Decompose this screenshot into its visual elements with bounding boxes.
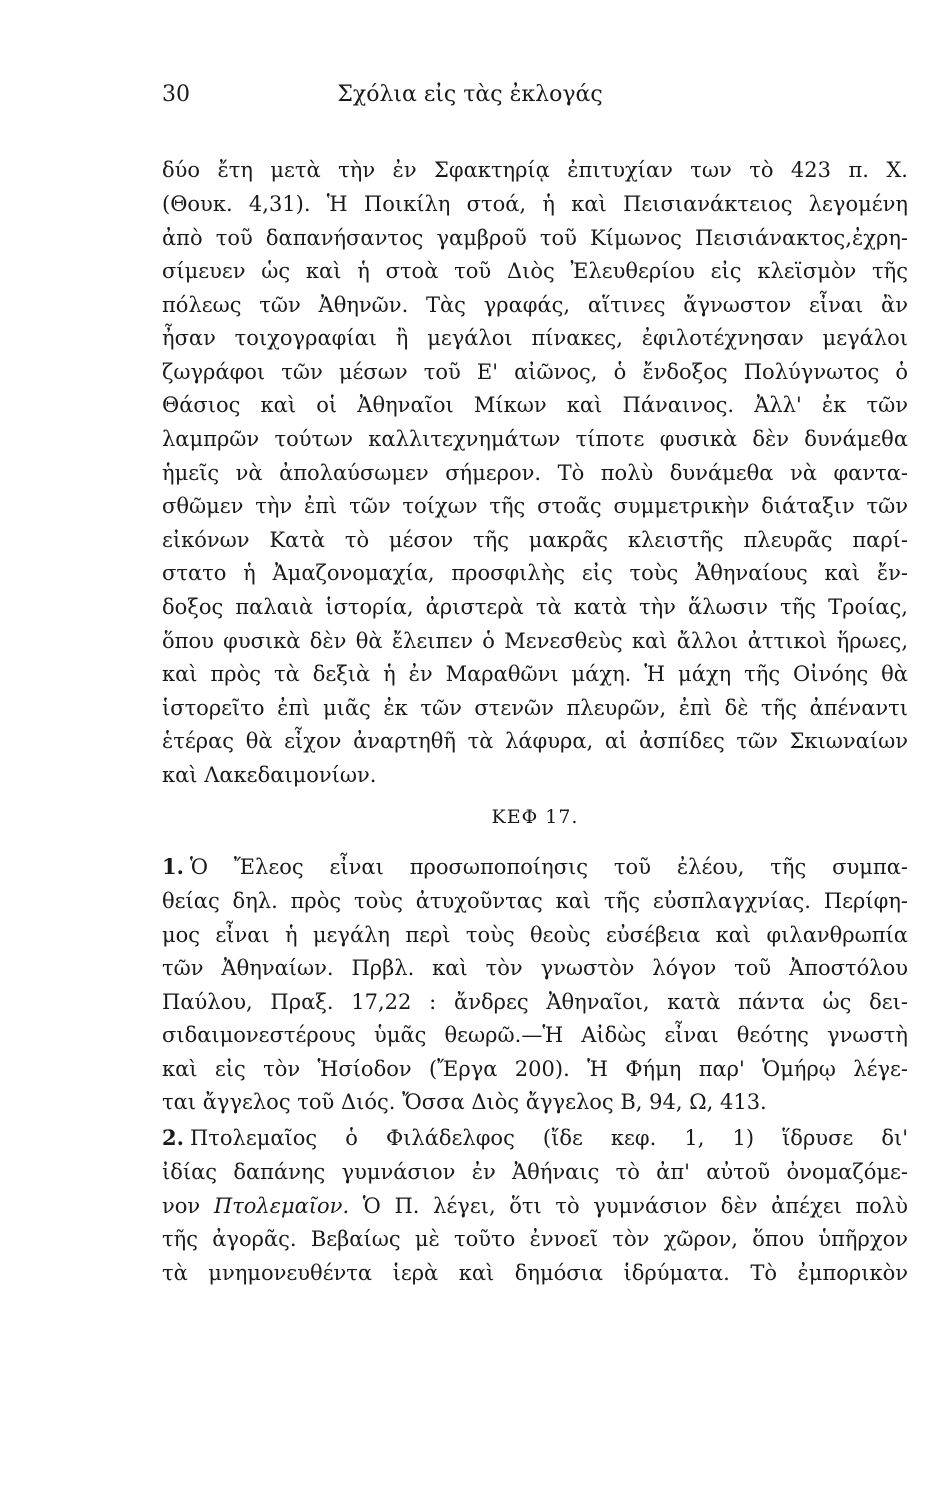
- text-line: εἰκόνων Κατὰ τὸ μέσον τῆς μακρᾶς κλειστῆς πλευρᾶς παρί-: [162, 528, 908, 552]
- text-line: ἱστορεῖτο ἐπὶ μιᾶς ἐκ τῶν στενῶν πλευρῶν, ἐπὶ δὲ τῆς ἀπέναντι: [162, 696, 908, 720]
- note-first-line: [162, 1125, 908, 1151]
- text-line: στατο ἡ Ἀμαζονομαχία, προσφιλὴς εἰς τοὺς Ἀθηναίους καὶ ἔν-: [162, 561, 908, 585]
- text-line: ἰδίας δαπάνης γυμνάσιον ἐν Ἀθήναις τὸ ἀπ' αὐτοῦ ὀνομαζόμε-: [162, 1160, 908, 1184]
- italic-term: Πτολεμαῖον.: [213, 1194, 350, 1218]
- text-line: μος εἶναι ἡ μεγάλη περὶ τοὺς θεοὺς εὐσέβεια καὶ φιλανθρωπία: [162, 923, 908, 947]
- note-number: 1.: [162, 854, 184, 879]
- text-fragment: νον: [162, 1194, 201, 1218]
- text-line: ἡμεῖς νὰ ἀπολαύσωμεν σήμερον. Τὸ πολὺ δυνάμεθα νὰ φαντα-: [162, 461, 908, 485]
- text-line: Θάσιος καὶ οἱ Ἀθηναῖοι Μίκων καὶ Πάναινος. Ἀλλ' ἐκ τῶν: [162, 393, 908, 417]
- text-fragment: Ὁ Π. λέγει, ὅτι τὸ γυμνάσιον δὲν ἀπέχει πολὺ: [362, 1194, 908, 1218]
- text-line: ὅπου φυσικὰ δὲν θὰ ἔλειπεν ὁ Μενεσθεὺς καὶ ἄλλοι ἀττικοὶ ἥρωες,: [162, 629, 908, 653]
- text-line: (Θουκ. 4,31). Ἡ Ποικίλη στοά, ἡ καὶ Πεισιανάκτειος λεγομένη: [162, 192, 908, 216]
- text-line: καὶ εἰς τὸν Ἡσίοδον (Ἔργα 200). Ἡ Φήμη παρ' Ὁμήρῳ λέγε-: [162, 1057, 908, 1081]
- text-line: τῆς ἀγορᾶς. Βεβαίως μὲ τοῦτο ἐννοεῖ τὸν χῶρον, ὅπου ὑπῆρχον: [162, 1227, 908, 1251]
- text-line: σιδαιμονεστέρους ὑμᾶς θεωρῶ.—Ἡ Αἰδὼς εἶναι θεότης γνωστὴ: [162, 1023, 908, 1047]
- text-line: θείας δηλ. πρὸς τοὺς ἀτυχοῦντας καὶ τῆς εὐσπλαγχνίας. Περίφη-: [162, 889, 908, 913]
- note-text: Ὁ Ἔλεος εἶναι προσωποποίησις τοῦ ἐλέου, τῆς συμπα-: [189, 855, 908, 879]
- note-text: Πτολεμαῖος ὁ Φιλάδελφος (ἴδε κεφ. 1, 1) ἵδρυσε δι': [189, 1126, 908, 1150]
- chapter-heading: ΚΕΦ 17.: [491, 806, 579, 828]
- text-line: καὶ Λακεδαιμονίων.: [162, 763, 377, 787]
- text-line: καὶ πρὸς τὰ δεξιὰ ἡ ἐν Μαραθῶνι μάχη. Ἡ μάχη τῆς Οἰνόης θὰ: [162, 662, 908, 686]
- running-title: Σχόλια εἰς τὰς ἐκλογάς: [337, 82, 603, 107]
- text-line: ἦσαν τοιχογραφίαι ἢ μεγάλοι πίνακες, ἐφιλοτέχνησαν μεγάλοι: [162, 326, 908, 350]
- page-header: [162, 82, 778, 116]
- text-line: δύο ἔτη μετὰ τὴν ἐν Σφακτηρίᾳ ἐπιτυχίαν των τὸ 423 π. Χ.: [162, 158, 908, 182]
- text-line: δοξος παλαιὰ ἱστορία, ἀριστερὰ τὰ κατὰ τὴν ἅλωσιν τῆς Τροίας,: [162, 595, 908, 619]
- text-line: τὰ μνημονευθέντα ἱερὰ καὶ δημόσια ἱδρύματα. Τὸ ἐμπορικὸν: [162, 1261, 908, 1285]
- text-line: λαμπρῶν τούτων καλλιτεχνημάτων τίποτε φυσικὰ δὲν δυνάμεθα: [162, 427, 908, 451]
- text-line: ται ἄγγελος τοῦ Διός. Ὄσσα Διὸς ἄγγελος Β, 94, Ω, 413.: [162, 1090, 767, 1114]
- text-line: ζωγράφοι τῶν μέσων τοῦ Ε' αἰῶνος, ὁ ἔνδοξος Πολύγνωτος ὁ: [162, 360, 908, 384]
- text-line: Παύλου, Πραξ. 17,22 : ἄνδρες Ἀθηναῖοι, κατὰ πάντα ὡς δει-: [162, 990, 908, 1014]
- page-number: 30: [162, 82, 190, 107]
- note-first-line: [162, 854, 908, 880]
- text-line: ἑτέρας θὰ εἶχον ἀναρτηθῆ τὰ λάφυρα, αἱ ἀσπίδες τῶν Σκιωναίων: [162, 729, 908, 753]
- text-line: πόλεως τῶν Ἀθηνῶν. Τὰς γραφάς, αἵτινες ἄγνωστον εἶναι ἂν: [162, 293, 908, 317]
- text-line: τῶν Ἀθηναίων. Πρβλ. καὶ τὸν γνωστὸν λόγον τοῦ Ἀποστόλου: [162, 956, 908, 980]
- text-line: σίμευεν ὡς καὶ ἡ στοὰ τοῦ Διὸς Ἐλευθερίου εἰς κλεϊσμὸν τῆς: [162, 259, 908, 283]
- text-line: [162, 1193, 908, 1219]
- note-number: 2.: [162, 1125, 184, 1150]
- text-line: ἀπὸ τοῦ δαπανήσαντος γαμβροῦ τοῦ Κίμωνος Πεισιάνακτος,ἐχρη-: [162, 226, 908, 250]
- text-line: σθῶμεν τὴν ἐπὶ τῶν τοίχων τῆς στοᾶς συμμετρικὴν διάταξιν τῶν: [162, 494, 908, 518]
